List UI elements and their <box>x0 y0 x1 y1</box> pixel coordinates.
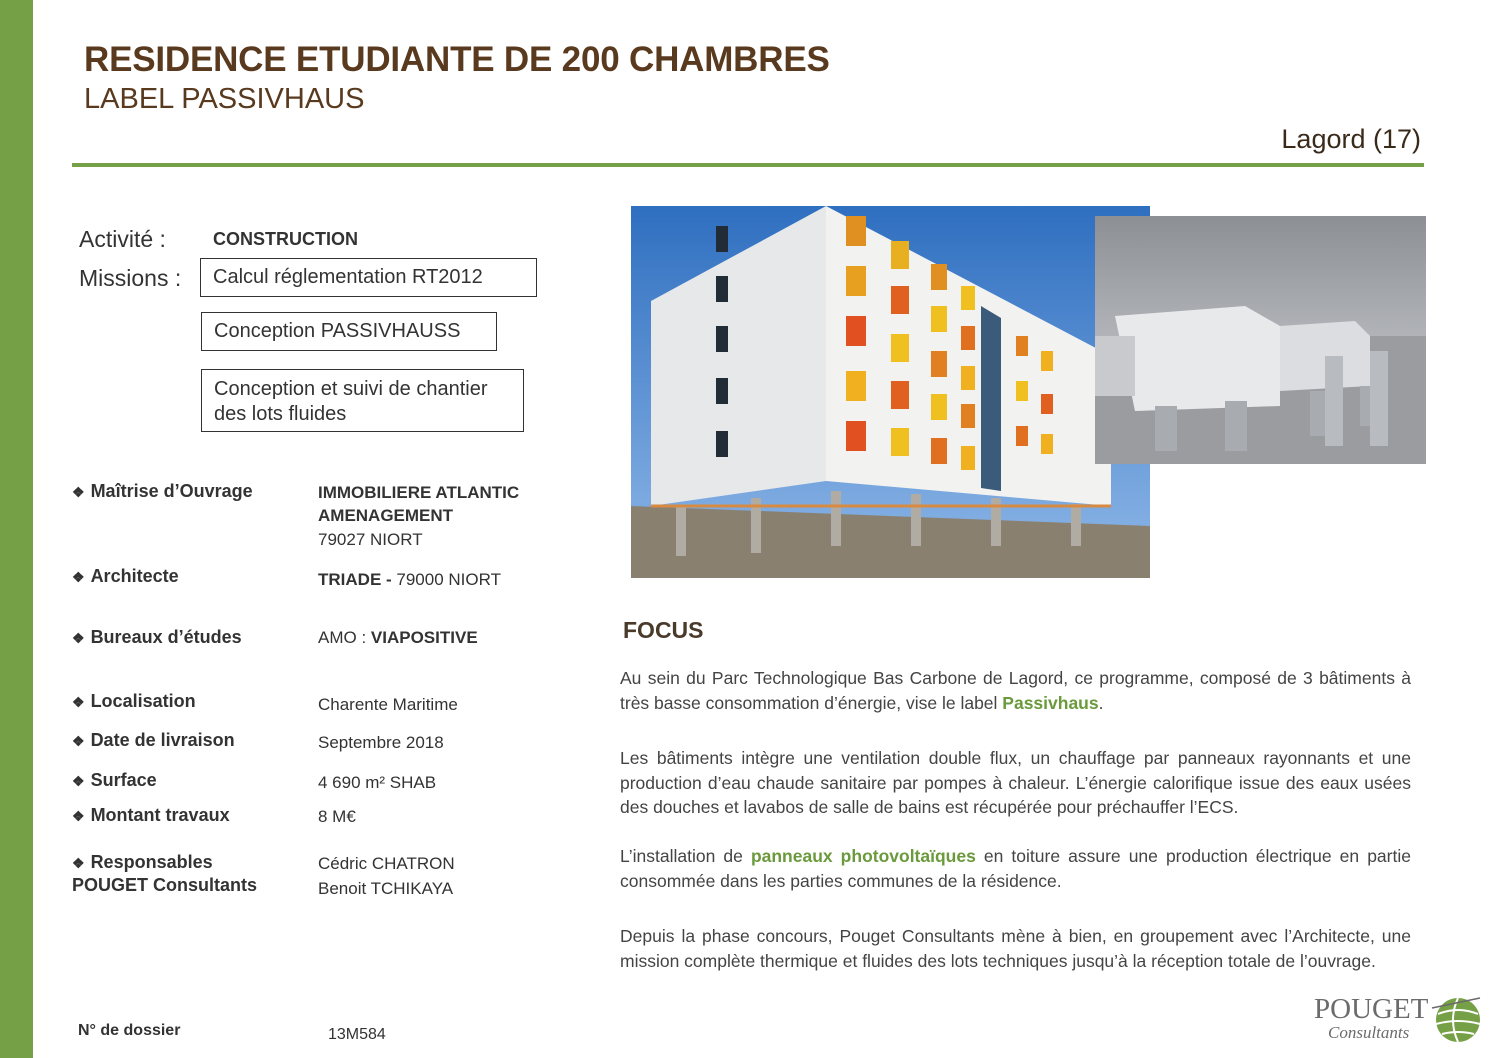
moa-name-2: AMENAGEMENT <box>318 506 454 525</box>
livraison-value: Septembre 2018 <box>318 733 444 752</box>
diamond-bullet-icon: ❖ <box>72 630 85 646</box>
focus-paragraph-4: Depuis la phase concours, Pouget Consultants mène à bien, en groupement avec l’Architecte, une mission complète thermique et fluides des lots techniques jusqu’à la réception totale de l’ouvrage. <box>620 926 1411 971</box>
focus-title: FOCUS <box>623 617 704 643</box>
mission-text: Calcul réglementation RT2012 <box>213 266 483 288</box>
mission-box <box>200 258 537 297</box>
activity-label: Activité : <box>79 226 166 252</box>
mission-box <box>201 312 497 351</box>
diamond-bullet-icon: ❖ <box>72 569 85 585</box>
page-subtitle: LABEL PASSIVHAUS <box>84 83 365 115</box>
surface-value: 4 690 m² SHAB <box>318 773 437 792</box>
diamond-bullet-icon: ❖ <box>72 773 85 789</box>
diamond-bullet-icon: ❖ <box>72 808 85 824</box>
localisation-value: Charente Maritime <box>318 695 458 714</box>
info-label-localisation: ❖ Localisation <box>72 691 196 711</box>
info-label-responsables-company: POUGET Consultants <box>72 875 258 895</box>
bureaux-value: AMO : VIAPOSITIVE <box>318 628 478 647</box>
focus-paragraph-3: L’installation de panneaux photovoltaïques en toiture assure une production électrique en partie consommée dans les parties communes de la résidence. <box>620 846 1411 891</box>
dossier-number: 13M584 <box>328 1026 386 1043</box>
info-label-livraison: ❖ Date de livraison <box>72 730 235 750</box>
info-label-montant: ❖ Montant travaux <box>72 805 230 825</box>
diamond-bullet-icon: ❖ <box>72 733 85 749</box>
info-label-surface: ❖ Surface <box>72 770 157 790</box>
activity-value: CONSTRUCTION <box>213 229 358 249</box>
missions-label: Missions : <box>79 265 182 291</box>
mission-text: des lots fluides <box>214 403 347 425</box>
info-label-bureaux: ❖ Bureaux d’études <box>72 627 242 647</box>
logo-word-consultants: Consultants <box>1328 1023 1410 1042</box>
logo-word-pouget: POUGET <box>1314 993 1429 1025</box>
focus-paragraph-1: Au sein du Parc Technologique Bas Carbone de Lagord, ce programme, composé de 3 bâtiments à très basse consommation d’énergie, vise le label Passivhaus. <box>620 668 1411 713</box>
diamond-bullet-icon: ❖ <box>72 694 85 710</box>
pouget-consultants-logo <box>1300 990 1490 1050</box>
mission-text: Conception PASSIVHAUSS <box>214 320 461 342</box>
dossier-label: N° de dossier <box>78 1022 181 1039</box>
focus-paragraph-2: Les bâtiments intègre une ventilation double flux, un chauffage par panneaux rayonnants et une production d’eau chaude sanitaire par pompes à chaleur. L’énergie calorifique issue des eaux usées des douches et lavabos de salle de bains est récupérée pour préchauffer l’ECS. <box>620 748 1411 817</box>
mission-box <box>201 369 524 432</box>
diamond-bullet-icon: ❖ <box>72 855 85 871</box>
responsable-1: Cédric CHATRON <box>318 854 455 873</box>
moa-city: 79027 NIORT <box>318 530 423 549</box>
page-title: RESIDENCE ETUDIANTE DE 200 CHAMBRES <box>84 40 830 79</box>
globe-icon <box>1428 992 1484 1044</box>
mission-text: Conception et suivi de chantier <box>214 378 488 400</box>
info-label-moa: ❖ Maîtrise d’Ouvrage <box>72 481 253 501</box>
building-photo <box>631 206 1150 578</box>
header-divider <box>72 163 1424 167</box>
responsable-2: Benoit TCHIKAYA <box>318 879 454 898</box>
moa-name-1: IMMOBILIERE ATLANTIC <box>318 483 520 502</box>
info-label-architecte: ❖ Architecte <box>72 566 179 586</box>
location-label: Lagord (17) <box>1281 124 1421 154</box>
rooftop-equipment-photo <box>1095 216 1426 464</box>
montant-value: 8 M€ <box>318 807 356 826</box>
diamond-bullet-icon: ❖ <box>72 484 85 500</box>
info-label-responsables: ❖ Responsables <box>72 852 213 872</box>
architecte-value: TRIADE - 79000 NIORT <box>318 570 501 589</box>
left-green-band <box>0 0 33 1058</box>
